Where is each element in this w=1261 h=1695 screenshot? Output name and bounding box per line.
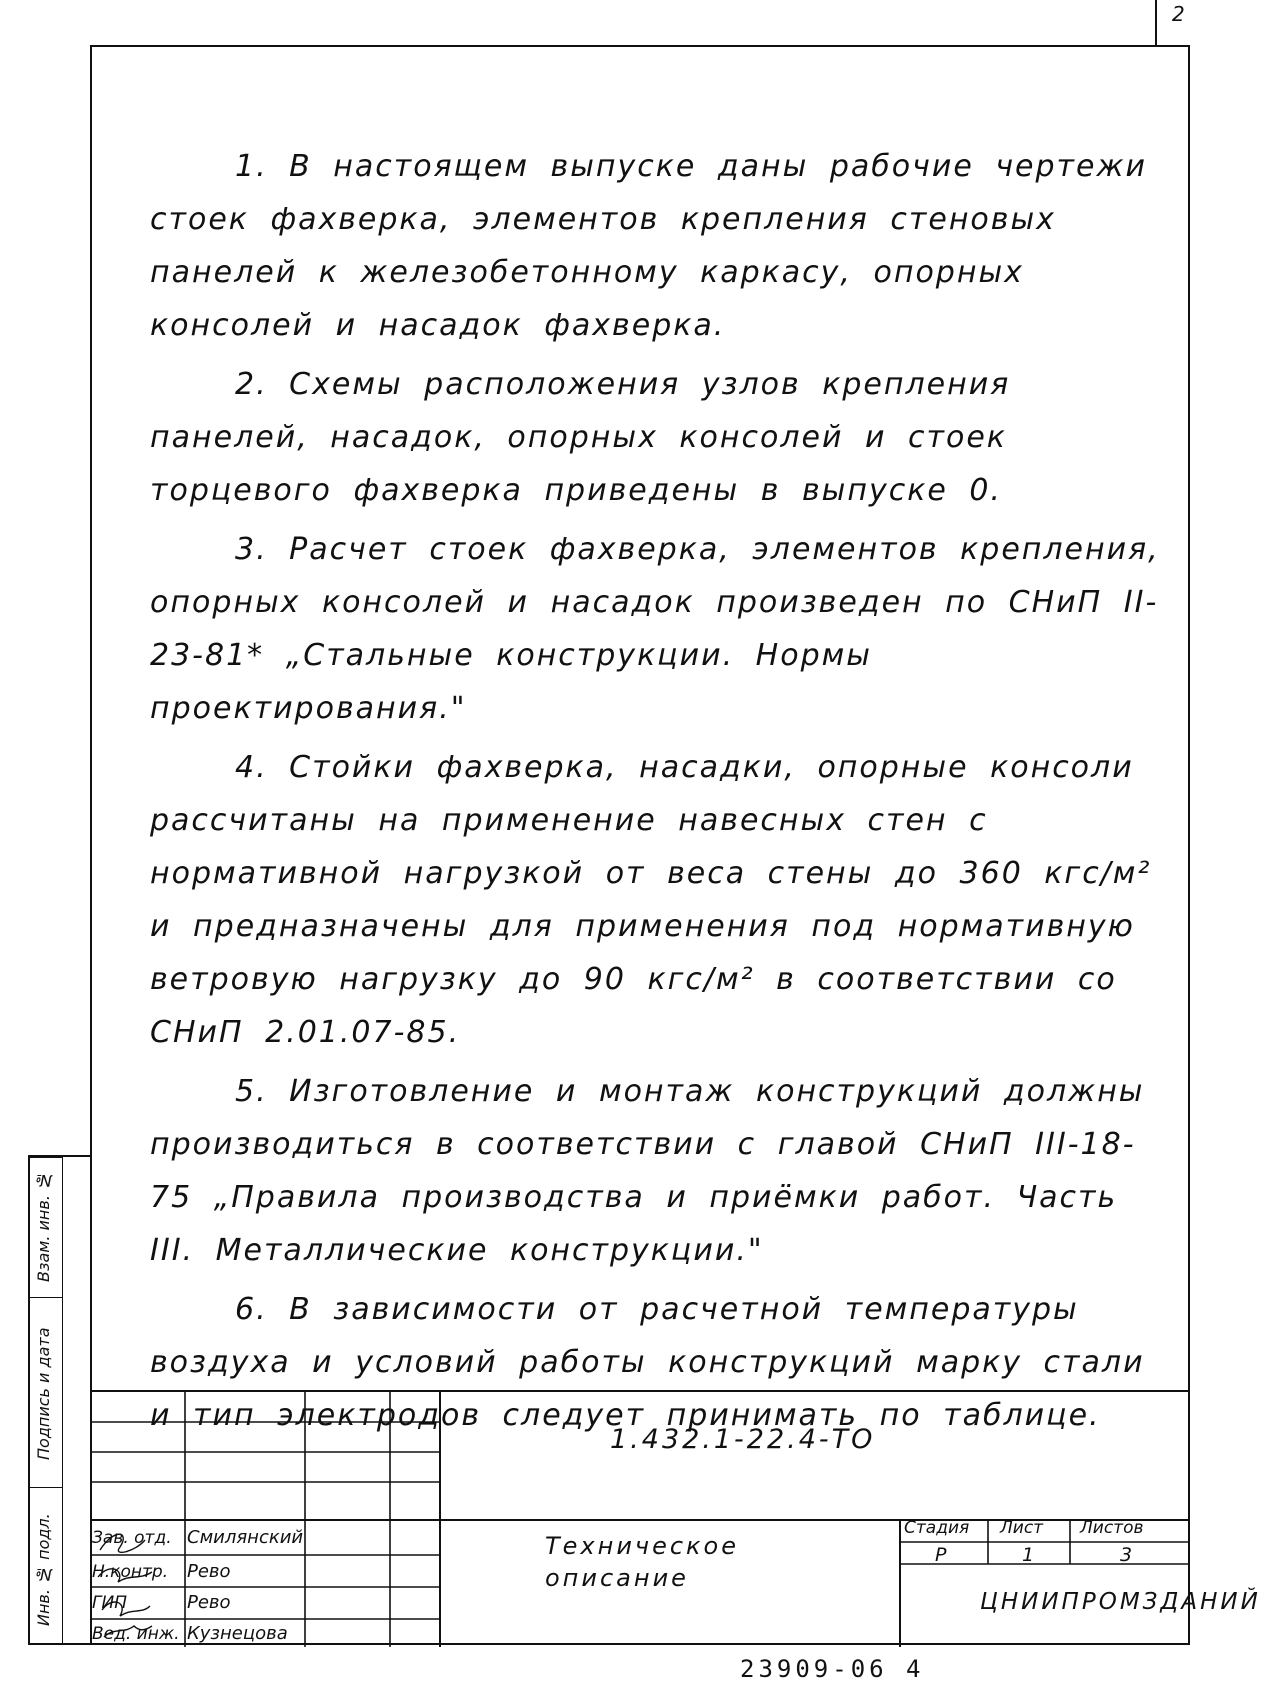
side-label-vzam-inv: Взам. инв. № <box>34 1171 53 1283</box>
sheets-value: 3 <box>1120 1544 1133 1566</box>
paragraph-4: 4. Стойки фахверка, насадки, опорные консоли рассчитаны на применение навесных стен с нормативной нагрузкой от веса стены до 360 кгс/м² и предназначены для применения под нормативную ветровую нагрузку до 90 кгс/м² в соответствии со СНиП 2.01.07-85. <box>150 750 1152 1050</box>
signer-role: Вед. инж. <box>92 1624 180 1644</box>
signer-role: ГИП <box>92 1593 127 1613</box>
signer-role: Зав. отд. <box>92 1528 172 1548</box>
organization-name: ЦНИИПРОМЗДАНИЙ <box>980 1589 1261 1615</box>
title-block <box>90 1390 1261 1647</box>
document-title-line2: описание <box>545 1564 689 1592</box>
signer-role: Н.контр. <box>92 1562 169 1582</box>
side-label-signature-date: Подпись и дата <box>34 1327 53 1461</box>
stage-label: Стадия <box>904 1518 970 1538</box>
sheets-label: Листов <box>1080 1518 1144 1538</box>
signatures <box>90 1522 160 1642</box>
signer-name: Рево <box>187 1561 231 1582</box>
document-title-line1: Техническое <box>545 1532 740 1560</box>
signer-name: Кузнецова <box>187 1623 288 1644</box>
sheet-label: Лист <box>1000 1518 1044 1538</box>
paragraph-5: 5. Изготовление и монтаж конструкций должны производиться в соответствии с главой СНиП III-18-75 „Правила производства и приёмки работ. Часть III. Металлические конструкции." <box>150 1074 1145 1268</box>
paragraph-1: 1. В настоящем выпуске даны рабочие чертежи стоек фахверка, элементов крепления стеновых панелей к железобетонному каркасу, опорных консолей и насадок фахверка. <box>150 149 1148 343</box>
paragraph-2: 2. Схемы расположения узлов крепления панелей, насадок, опорных консолей и стоек торцевого фахверка приведены в выпуске 0. <box>150 367 1011 508</box>
stage-value: Р <box>935 1544 947 1566</box>
technical-description-text <box>150 140 1160 1448</box>
side-stamp <box>28 1155 90 1645</box>
paragraph-6: 6. В зависимости от расчетной температуры воздуха и условий работы конструкций марку стали и тип электродов следует принимать по таблице. <box>150 1292 1145 1433</box>
signer-name: Смилянский <box>187 1527 304 1548</box>
document-code: 1.432.1-22.4-ТО <box>610 1424 876 1455</box>
paragraph-3: 3. Расчет стоек фахверка, элементов крепления, опорных консолей и насадок произведен по СНиП II-23-81* „Стальные конструкции. Нормы проектирования." <box>150 532 1160 726</box>
signer-name: Рево <box>187 1592 231 1613</box>
side-label-inv-podl: Инв. № подл. <box>34 1513 53 1626</box>
corner-mark-line <box>1155 0 1157 45</box>
archive-number: 23909-06 4 <box>740 1655 925 1683</box>
sheet-corner-number: 2 <box>1172 2 1185 26</box>
sheet-value: 1 <box>1022 1544 1035 1566</box>
